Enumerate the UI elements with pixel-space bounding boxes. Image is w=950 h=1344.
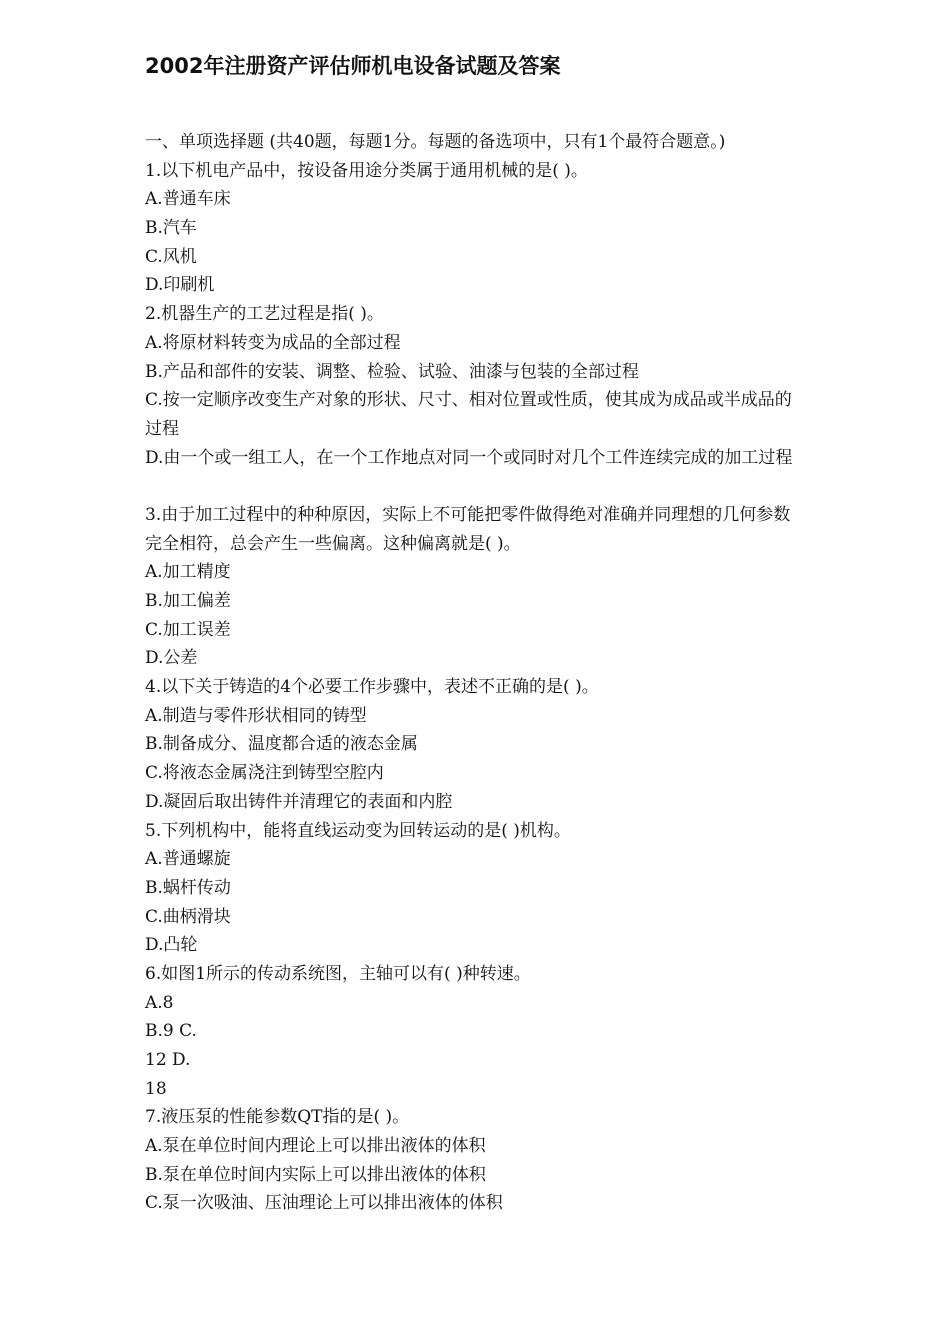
question-4-option-b: B.制备成分、温度都合适的液态金属	[145, 734, 418, 755]
question-3-stem: 3.由于加工过程中的种种原因，实际上不可能把零件做得绝对准确并同理想的几何参数	[145, 504, 791, 525]
question-2-option-b: B.产品和部件的安装、调整、检验、试验、油漆与包装的全部过程	[145, 361, 639, 382]
question-7-stem: 7.液压泵的性能参数QT指的是( )。	[145, 1107, 410, 1128]
question-3-option-c: C.加工误差	[145, 619, 231, 640]
question-2-stem: 2.机器生产的工艺过程是指( )。	[145, 304, 384, 325]
question-6-option-c: 12 D.	[145, 1050, 191, 1070]
question-2-option-c-cont: 过程	[145, 418, 179, 439]
question-4-option-d: D.凝固后取出铸件并清理它的表面和内腔	[145, 791, 453, 812]
question-5-option-a: A.普通螺旋	[145, 849, 231, 870]
question-5-option-b: B.蜗杆传动	[145, 877, 231, 898]
document-title: 2002年注册资产评估师机电设备试题及答案	[145, 54, 561, 78]
question-2-option-c: C.按一定顺序改变生产对象的形状、尺寸、相对位置或性质，使其成为成品或半成品的	[145, 390, 792, 411]
question-5-option-c: C.曲柄滑块	[145, 906, 231, 927]
question-3-stem-cont: 完全相符，总会产生一些偏离。这种偏离就是( )。	[145, 533, 521, 554]
question-5-option-d: D.凸轮	[145, 935, 198, 956]
question-3-option-a: A.加工精度	[145, 562, 231, 583]
question-1-stem: 1.以下机电产品中，按设备用途分类属于通用机械的是( )。	[145, 160, 588, 181]
question-1-option-c: C.风机	[145, 246, 197, 267]
document-body	[145, 128, 880, 1218]
question-6-option-d: 18	[145, 1078, 167, 1099]
question-4-stem: 4.以下关于铸造的4个必要工作步骤中，表述不正确的是( )。	[145, 677, 599, 698]
question-4-option-a: A.制造与零件形状相同的铸型	[145, 705, 367, 726]
question-1-option-d: D.印刷机	[145, 275, 215, 296]
question-3-option-b: B.加工偏差	[145, 591, 231, 611]
question-6-option-a: A.8	[145, 992, 174, 1013]
question-7-option-a: A.泵在单位时间内理论上可以排出液体的体积	[145, 1136, 486, 1157]
question-6-stem: 6.如图1所示的传动系统图，主轴可以有( )种转速。	[145, 963, 531, 984]
question-6-option-b: B.9 C.	[145, 1021, 197, 1042]
question-4-option-c: C.将液态金属浇注到铸型空腔内	[145, 763, 384, 784]
question-2-option-d: D.由一个或一组工人，在一个工作地点对同一个或同时对几个工件连续完成的加工过程	[145, 447, 793, 468]
question-3-option-d: D.公差	[145, 648, 198, 669]
question-1-option-a: A.普通车床	[145, 189, 231, 210]
section-header: 一、单项选择题 (共40题，每题1分。每题的备选项中，只有1个最符合题意。)	[145, 132, 726, 152]
question-2-option-a: A.将原材料转变为成品的全部过程	[145, 332, 401, 353]
question-7-option-b: B.泵在单位时间内实际上可以排出液体的体积	[145, 1164, 486, 1185]
question-1-option-b: B.汽车	[145, 218, 197, 239]
question-7-option-c: C.泵一次吸油、压油理论上可以排出液体的体积	[145, 1193, 503, 1214]
question-5-stem: 5.下列机构中，能将直线运动变为回转运动的是( )机构。	[145, 820, 571, 841]
paragraph-gap	[145, 472, 880, 501]
